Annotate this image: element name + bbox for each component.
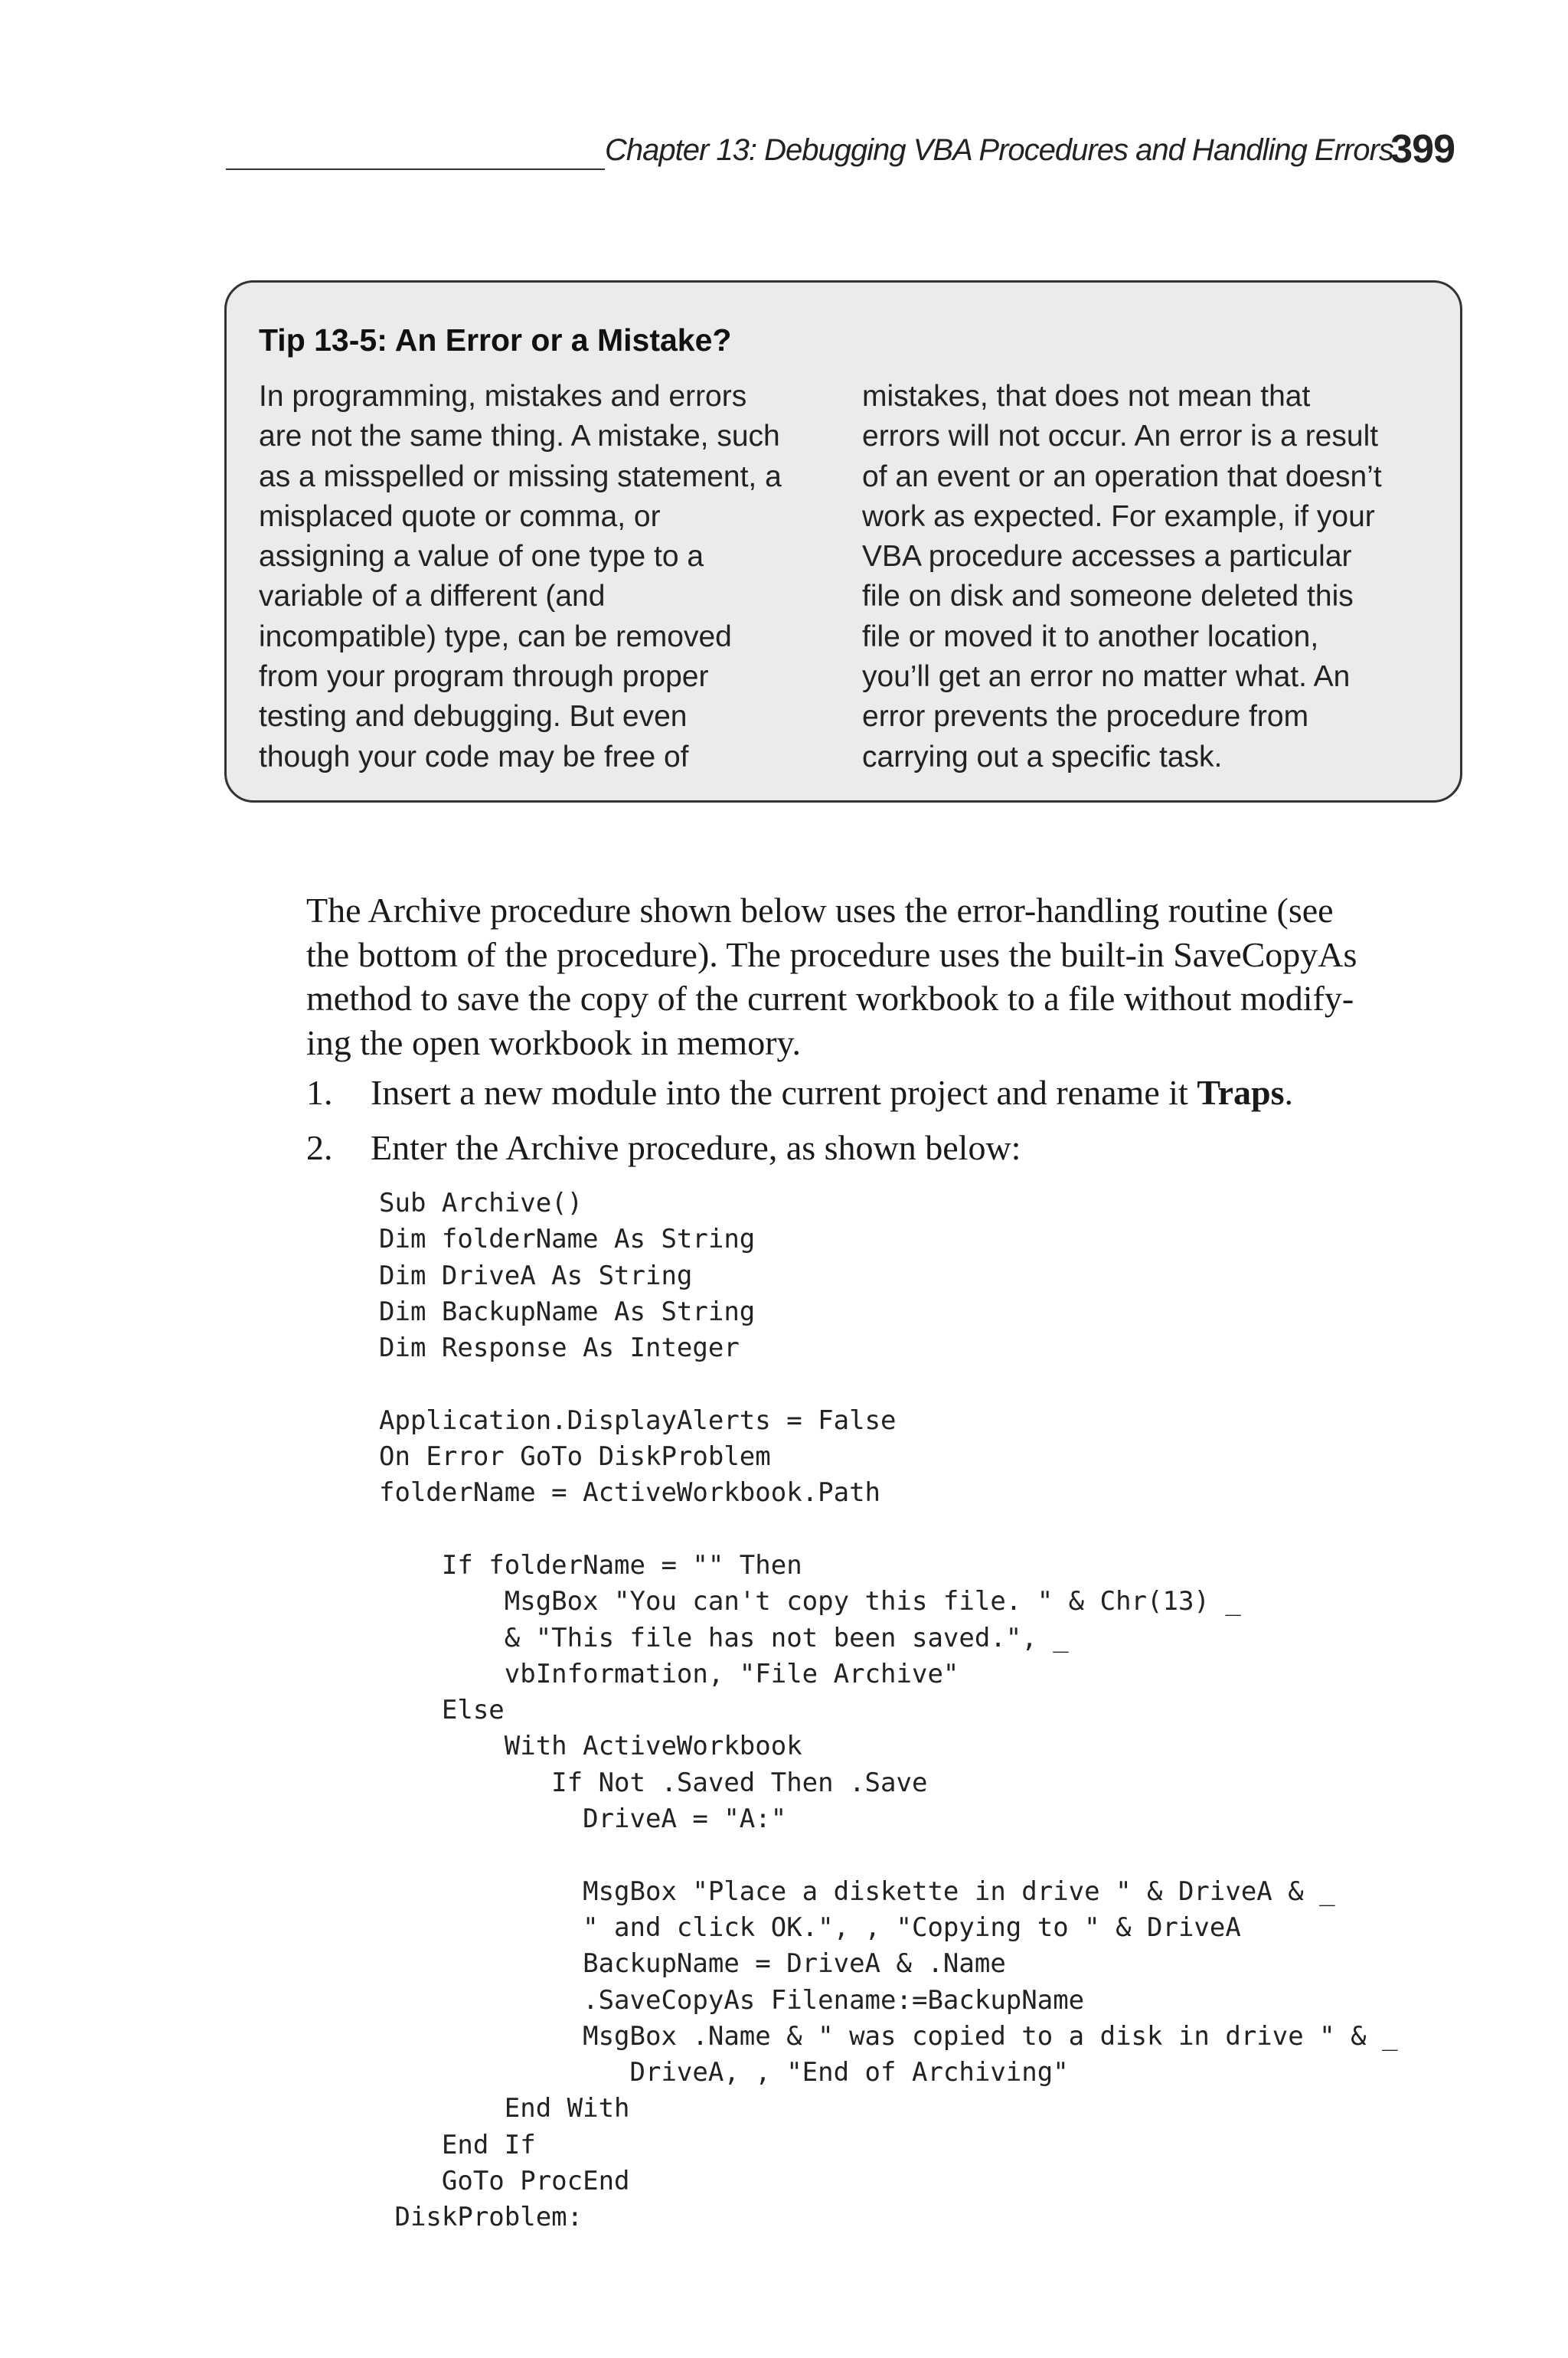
tip-line: as a misspelled or missing statement, a	[259, 459, 782, 493]
code-line: End With	[379, 2093, 630, 2124]
code-line: " and click OK.", , "Copying to " & DriveA	[379, 1912, 1241, 1943]
tip-line: file or moved it to another location,	[862, 620, 1319, 653]
tip-line: VBA procedure accesses a particular	[862, 540, 1352, 574]
code-line	[379, 1512, 1398, 1548]
paragraph-line: the bottom of the procedure). The procedure uses the built-in SaveCopyAs	[306, 934, 1357, 974]
tip-line: file on disk and someone deleted this	[862, 580, 1354, 613]
paragraph-line: The Archive procedure shown below uses the error-handling routine (see	[306, 891, 1334, 930]
code-line: BackupName = DriveA & .Name	[379, 1948, 1006, 1980]
tip-line: incompatible) type, can be removed	[259, 620, 732, 653]
code-line: End If	[379, 2129, 536, 2160]
step-number: 2.	[306, 1128, 333, 1167]
code-line: Dim DriveA As String	[379, 1260, 693, 1291]
module-name: Traps	[1197, 1073, 1285, 1112]
code-line	[379, 1366, 1398, 1402]
step-number: 1.	[306, 1073, 333, 1112]
tip-line: error prevents the procedure from	[862, 700, 1309, 734]
intro-paragraph	[306, 888, 1470, 1065]
code-line: Dim BackupName As String	[379, 1296, 756, 1327]
code-line: On Error GoTo DiskProblem	[379, 1441, 771, 1473]
code-line: MsgBox "You can't copy this file. " & Chr(13) _	[379, 1586, 1241, 1617]
tip-title: Tip 13-5: An Error or a Mistake?	[259, 322, 732, 358]
code-line: & "This file has not been saved.", _	[379, 1622, 1069, 1653]
tip-line: errors will not occur. An error is a result	[862, 420, 1379, 453]
tip-line: In programming, mistakes and errors	[259, 380, 747, 413]
code-line: MsgBox "Place a diskette in drive " & DriveA & _	[379, 1876, 1335, 1907]
tip-line: from your program through proper	[259, 660, 709, 694]
page-number: 399	[1390, 127, 1455, 172]
paragraph-line: method to save the copy of the current workbook to a file without modify-	[306, 979, 1354, 1018]
code-line: DriveA, , "End of Archiving"	[379, 2057, 1069, 2088]
code-line: With ActiveWorkbook	[379, 1731, 802, 1762]
tip-line: though your code may be free of	[259, 740, 689, 773]
code-line: MsgBox .Name & " was copied to a disk in drive " & _	[379, 2020, 1398, 2052]
code-line: Dim Response As Integer	[379, 1333, 740, 1364]
tip-line: are not the same thing. A mistake, such	[259, 420, 780, 453]
code-line: folderName = ActiveWorkbook.Path	[379, 1477, 881, 1509]
step-text-tail: .	[1284, 1073, 1293, 1112]
tip-line: misplaced quote or comma, or	[259, 499, 661, 533]
code-listing	[379, 1186, 1398, 2236]
tip-line: assigning a value of one type to a	[259, 540, 704, 574]
code-line: Dim folderName As String	[379, 1224, 756, 1255]
paragraph-line: ing the open workbook in memory.	[306, 1022, 802, 1062]
tip-left-column	[259, 377, 841, 777]
step-text	[371, 1071, 1293, 1115]
code-line: Else	[379, 1695, 505, 1726]
code-line: If folderName = "" Then	[379, 1549, 802, 1581]
code-line	[379, 1837, 1398, 1873]
code-line: .SaveCopyAs Filename:=BackupName	[379, 1984, 1085, 2016]
tip-line: testing and debugging. But even	[259, 700, 688, 734]
code-line: DriveA = "A:"	[379, 1804, 787, 1835]
code-line: Application.DisplayAlerts = False	[379, 1405, 897, 1436]
tip-box	[224, 280, 1462, 803]
step-text-main: Insert a new module into the current project and rename it	[371, 1073, 1197, 1112]
tip-line: carrying out a specific task.	[862, 740, 1223, 773]
code-line: GoTo ProcEnd	[379, 2166, 630, 2197]
tip-line: you’ll get an error no matter what. An	[862, 660, 1351, 694]
tip-line: variable of a different (and	[259, 580, 606, 613]
tip-line: mistakes, that does not mean that	[862, 380, 1311, 413]
code-line: If Not .Saved Then .Save	[379, 1767, 928, 1798]
tip-line: of an event or an operation that doesn’t	[862, 459, 1382, 493]
code-line: DiskProblem:	[379, 2202, 583, 2233]
running-header	[226, 123, 1462, 176]
code-line: vbInformation, "File Archive"	[379, 1658, 959, 1689]
code-line: Sub Archive()	[379, 1188, 583, 1218]
tip-right-column	[862, 377, 1452, 777]
step-text: Enter the Archive procedure, as shown below:	[371, 1128, 1021, 1167]
header-rule	[226, 168, 605, 170]
chapter-title: Chapter 13: Debugging VBA Procedures and Handling Errors	[605, 133, 1393, 167]
tip-line: work as expected. For example, if your	[862, 499, 1375, 533]
